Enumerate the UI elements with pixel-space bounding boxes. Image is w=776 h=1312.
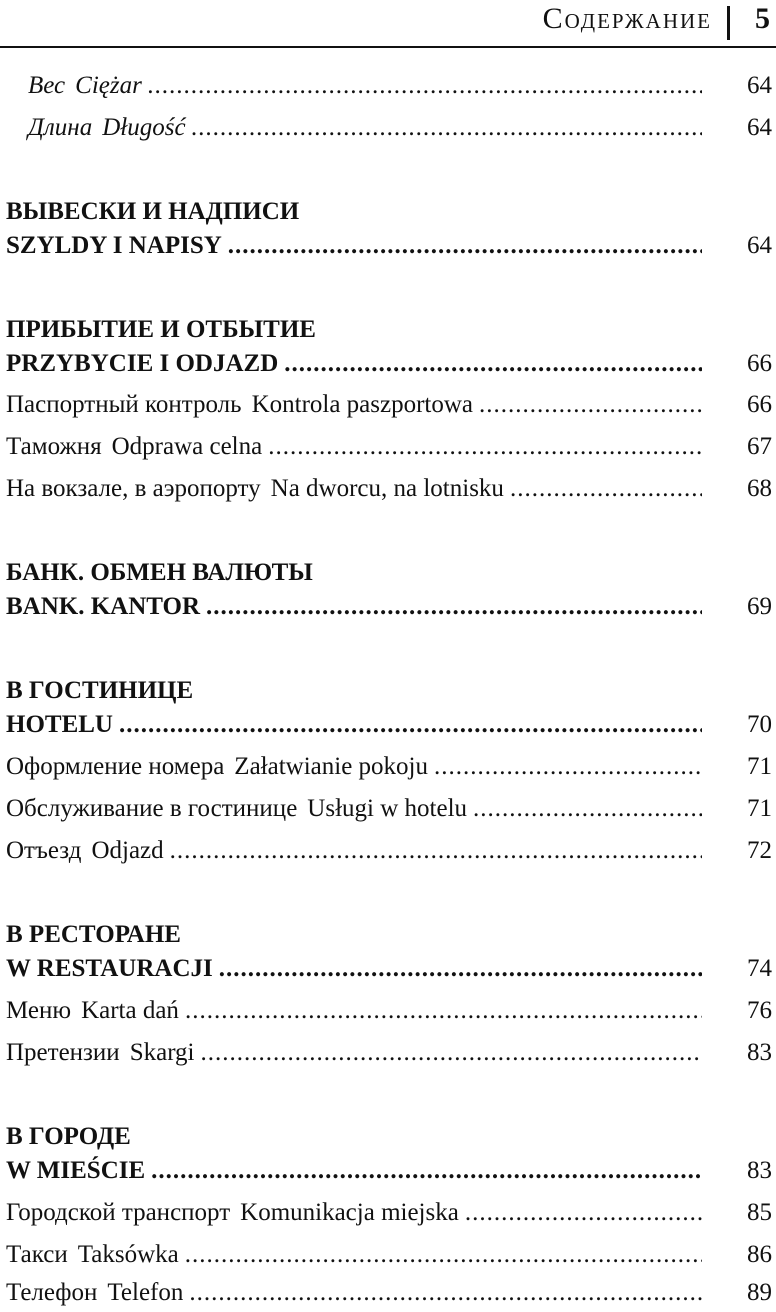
section-heading-bank: БАНК. ОБМЕН ВАЛЮТЫ [6,559,313,586]
dot-leader [206,589,702,625]
section-title-bank[interactable]: BANK. KANTOR ..... [6,589,702,625]
entry-page: 86 [747,1241,772,1268]
section-heading-hotel: В ГОСТИНИЦЕ [6,677,194,704]
entry-ru: Меню [6,997,72,1024]
entry-page: 70 [747,711,772,738]
entry-ru: Такси [6,1241,68,1268]
toc-entry-room[interactable] [6,749,702,785]
entry-pl: Odjazd [91,837,164,864]
dot-leader [151,1153,702,1189]
section-title-signs[interactable]: SZYLDY I NAPISY ..... [6,228,702,264]
dot-leader [189,1275,702,1311]
dot-leader [479,387,702,423]
entry-pl: Kontrola paszportowa [251,391,474,418]
entry-page: 89 [747,1279,772,1306]
entry-ru: Отъезд [6,837,82,864]
entry-page: 69 [747,593,772,620]
entry-page: 66 [747,391,772,418]
dot-leader [185,1237,702,1273]
toc-entry-menu[interactable] [6,993,702,1029]
entry-page: 64 [747,232,772,259]
toc-entry-taxi[interactable] [6,1237,702,1273]
entry-page: 66 [747,350,772,377]
entry-page: 72 [747,837,772,864]
toc-entry-ves[interactable] [28,68,702,104]
entry-pl: Komunikacja miejska [240,1199,459,1226]
entry-page: 76 [747,997,772,1024]
dot-leader [228,228,702,264]
section-title-city[interactable]: W MIEŚCIE ..... [6,1153,702,1189]
running-title: Содержание [542,2,712,35]
section-heading-arrival: ПРИБЫТИЕ И ОТБЫТИЕ [6,316,316,343]
entry-page: 83 [747,1157,772,1184]
page-header [0,0,776,48]
entry-ru: Оформление номера [6,753,225,780]
entry-page: 67 [747,433,772,460]
entry-ru: Таможня [6,433,102,460]
dot-leader [192,110,702,146]
entry-pl: Taksówka [77,1241,179,1268]
section-heading-signs: ВЫВЕСКИ И НАДПИСИ [6,198,300,225]
dot-leader [465,1195,702,1231]
toc-entry-transport[interactable] [6,1195,702,1231]
entry-ru: На вокзале, в аэропорту [6,475,261,502]
entry-page: 68 [747,475,772,502]
toc-entry-service[interactable] [6,791,702,827]
entry-page: 71 [747,795,772,822]
entry-ru: Городской транспорт [6,1199,231,1226]
entry-ru: Вес [28,72,66,99]
entry-page: 71 [747,753,772,780]
toc-entry-dlina[interactable] [28,110,702,146]
dot-leader [119,707,702,743]
entry-pl: Długość [102,114,186,141]
entry-page: 85 [747,1199,772,1226]
entry-pl: Ciężar [75,72,142,99]
dot-leader [148,68,702,104]
entry-ru: Претензии [6,1039,120,1066]
section-title-restaurant[interactable]: W RESTAURACJI ..... [6,951,702,987]
entry-ru: Паспортный контроль [6,391,242,418]
entry-page: 83 [747,1039,772,1066]
dot-leader [170,833,702,869]
entry-page: 64 [747,114,772,141]
entry-ru: Телефон [6,1279,98,1306]
toc-entry-complaints[interactable] [6,1035,702,1071]
entry-page: 74 [747,955,772,982]
entry-pl: Skargi [129,1039,195,1066]
toc-entry-checkout[interactable] [6,833,702,869]
section-title-arrival[interactable]: PRZYBYCIE I ODJAZD ..... [6,346,702,382]
section-heading-restaurant: В РЕСТОРАНЕ [6,921,181,948]
toc-entry-station[interactable] [6,471,702,507]
entry-ru: Обслуживание в гостинице [6,795,298,822]
entry-pl: Telefon [107,1279,184,1306]
entry-page: 64 [747,72,772,99]
entry-ru: Длина [28,114,93,141]
dot-leader [185,993,702,1029]
entry-pl: Usługi w hotelu [307,795,468,822]
dot-leader [201,1035,702,1071]
dot-leader [284,346,702,382]
entry-pl: Karta dań [81,997,179,1024]
entry-pl: Załatwianie pokoju [234,753,428,780]
dot-leader [219,951,702,987]
header-divider [727,6,730,40]
entry-pl: Odprawa celna [111,433,263,460]
entry-pl: Na dworcu, na lotnisku [270,475,504,502]
toc-entry-passport[interactable] [6,387,702,423]
dot-leader [473,791,702,827]
section-heading-city: В ГОРОДЕ [6,1123,131,1150]
section-title-hotel[interactable]: HOTELU ..... [6,707,702,743]
page-number: 5 [755,2,770,35]
dot-leader [268,429,702,465]
dot-leader [510,471,702,507]
dot-leader [434,749,702,785]
toc-entry-phone[interactable] [6,1275,702,1311]
toc-entry-customs[interactable] [6,429,702,465]
